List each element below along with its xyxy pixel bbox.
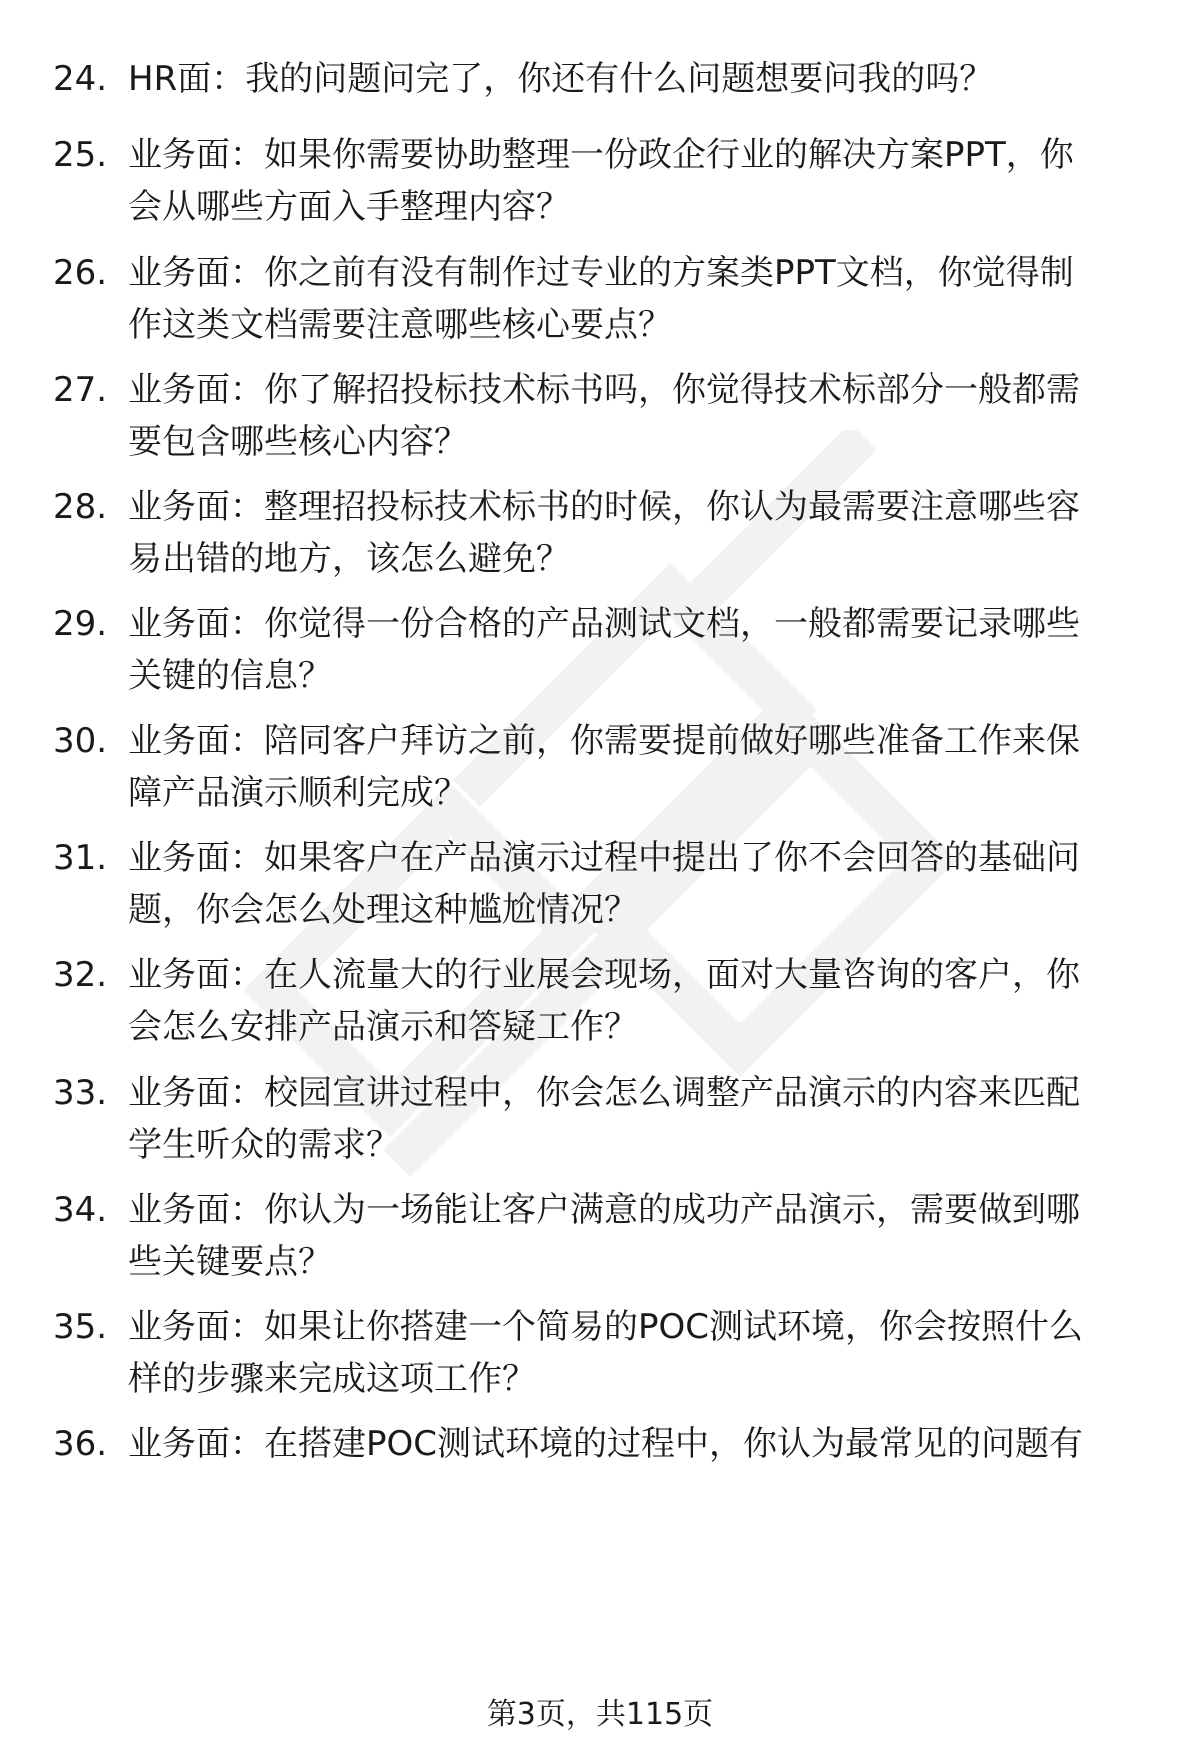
question-text — [128, 129, 1138, 233]
question-line: 会从哪些方面入手整理内容？ — [128, 187, 570, 227]
question-number: 29. — [53, 604, 108, 644]
question-line: 业务面：你之前有没有制作过专业的方案类PPT文档，你觉得制 — [128, 253, 1074, 293]
question-line: 业务面：在人流量大的行业展会现场，面对大量咨询的客户，你 — [128, 955, 1080, 995]
question-line: 会怎么安排产品演示和答疑工作？ — [128, 1007, 638, 1047]
question-line: HR面：我的问题问完了，你还有什么问题想要问我的吗？ — [128, 59, 994, 99]
question-line: 要包含哪些核心内容？ — [128, 422, 468, 462]
question-text — [128, 1418, 1138, 1470]
question-text — [128, 364, 1138, 468]
question-number: 25. — [53, 135, 108, 175]
question-number: 24. — [53, 59, 108, 99]
question-line: 学生听众的需求？ — [128, 1125, 400, 1165]
question-number: 30. — [53, 721, 108, 761]
question-number: 32. — [53, 955, 108, 995]
question-line: 业务面：如果客户在产品演示过程中提出了你不会回答的基础问 — [128, 838, 1080, 878]
question-number: 36. — [53, 1424, 108, 1464]
question-text — [128, 53, 1138, 105]
question-line: 关键的信息？ — [128, 656, 332, 696]
question-line: 业务面：你了解招投标技术标书吗，你觉得技术标部分一般都需 — [128, 370, 1080, 410]
question-line: 业务面：陪同客户拜访之前，你需要提前做好哪些准备工作来保 — [128, 721, 1080, 761]
question-text — [128, 1301, 1138, 1405]
question-line: 障产品演示顺利完成？ — [128, 773, 468, 813]
question-line: 业务面：如果让你搭建一个简易的POC测试环境，你会按照什么 — [128, 1307, 1084, 1347]
question-line: 作这类文档需要注意哪些核心要点？ — [128, 305, 672, 345]
question-line: 些关键要点？ — [128, 1242, 332, 1282]
question-line: 样的步骤来完成这项工作？ — [128, 1359, 536, 1399]
question-text — [128, 247, 1138, 351]
question-text — [128, 949, 1138, 1053]
question-number: 26. — [53, 253, 108, 293]
question-number: 28. — [53, 487, 108, 527]
question-line: 业务面：如果你需要协助整理一份政企行业的解决方案PPT，你 — [128, 135, 1074, 175]
question-line: 业务面：你认为一场能让客户满意的成功产品演示，需要做到哪 — [128, 1190, 1080, 1230]
question-text — [128, 481, 1138, 585]
question-line: 业务面：在搭建POC测试环境的过程中，你认为最常见的问题有 — [128, 1424, 1084, 1464]
question-line: 业务面：你觉得一份合格的产品测试文档，一般都需要记录哪些 — [128, 604, 1080, 644]
question-text — [128, 715, 1138, 819]
question-number: 34. — [53, 1190, 108, 1230]
question-number: 33. — [53, 1073, 108, 1113]
question-line: 题，你会怎么处理这种尴尬情况？ — [128, 890, 638, 930]
question-line: 易出错的地方，该怎么避免？ — [128, 539, 570, 579]
question-text — [128, 1184, 1138, 1288]
question-line: 业务面：整理招投标技术标书的时候，你认为最需要注意哪些容 — [128, 487, 1080, 527]
question-text — [128, 832, 1138, 936]
question-number: 35. — [53, 1307, 108, 1347]
question-number: 31. — [53, 838, 108, 878]
question-number: 27. — [53, 370, 108, 410]
question-line: 业务面：校园宣讲过程中，你会怎么调整产品演示的内容来匹配 — [128, 1073, 1080, 1113]
page-footer: 第3页，共115页 — [486, 1697, 714, 1732]
question-text — [128, 1067, 1138, 1171]
question-text — [128, 598, 1138, 702]
